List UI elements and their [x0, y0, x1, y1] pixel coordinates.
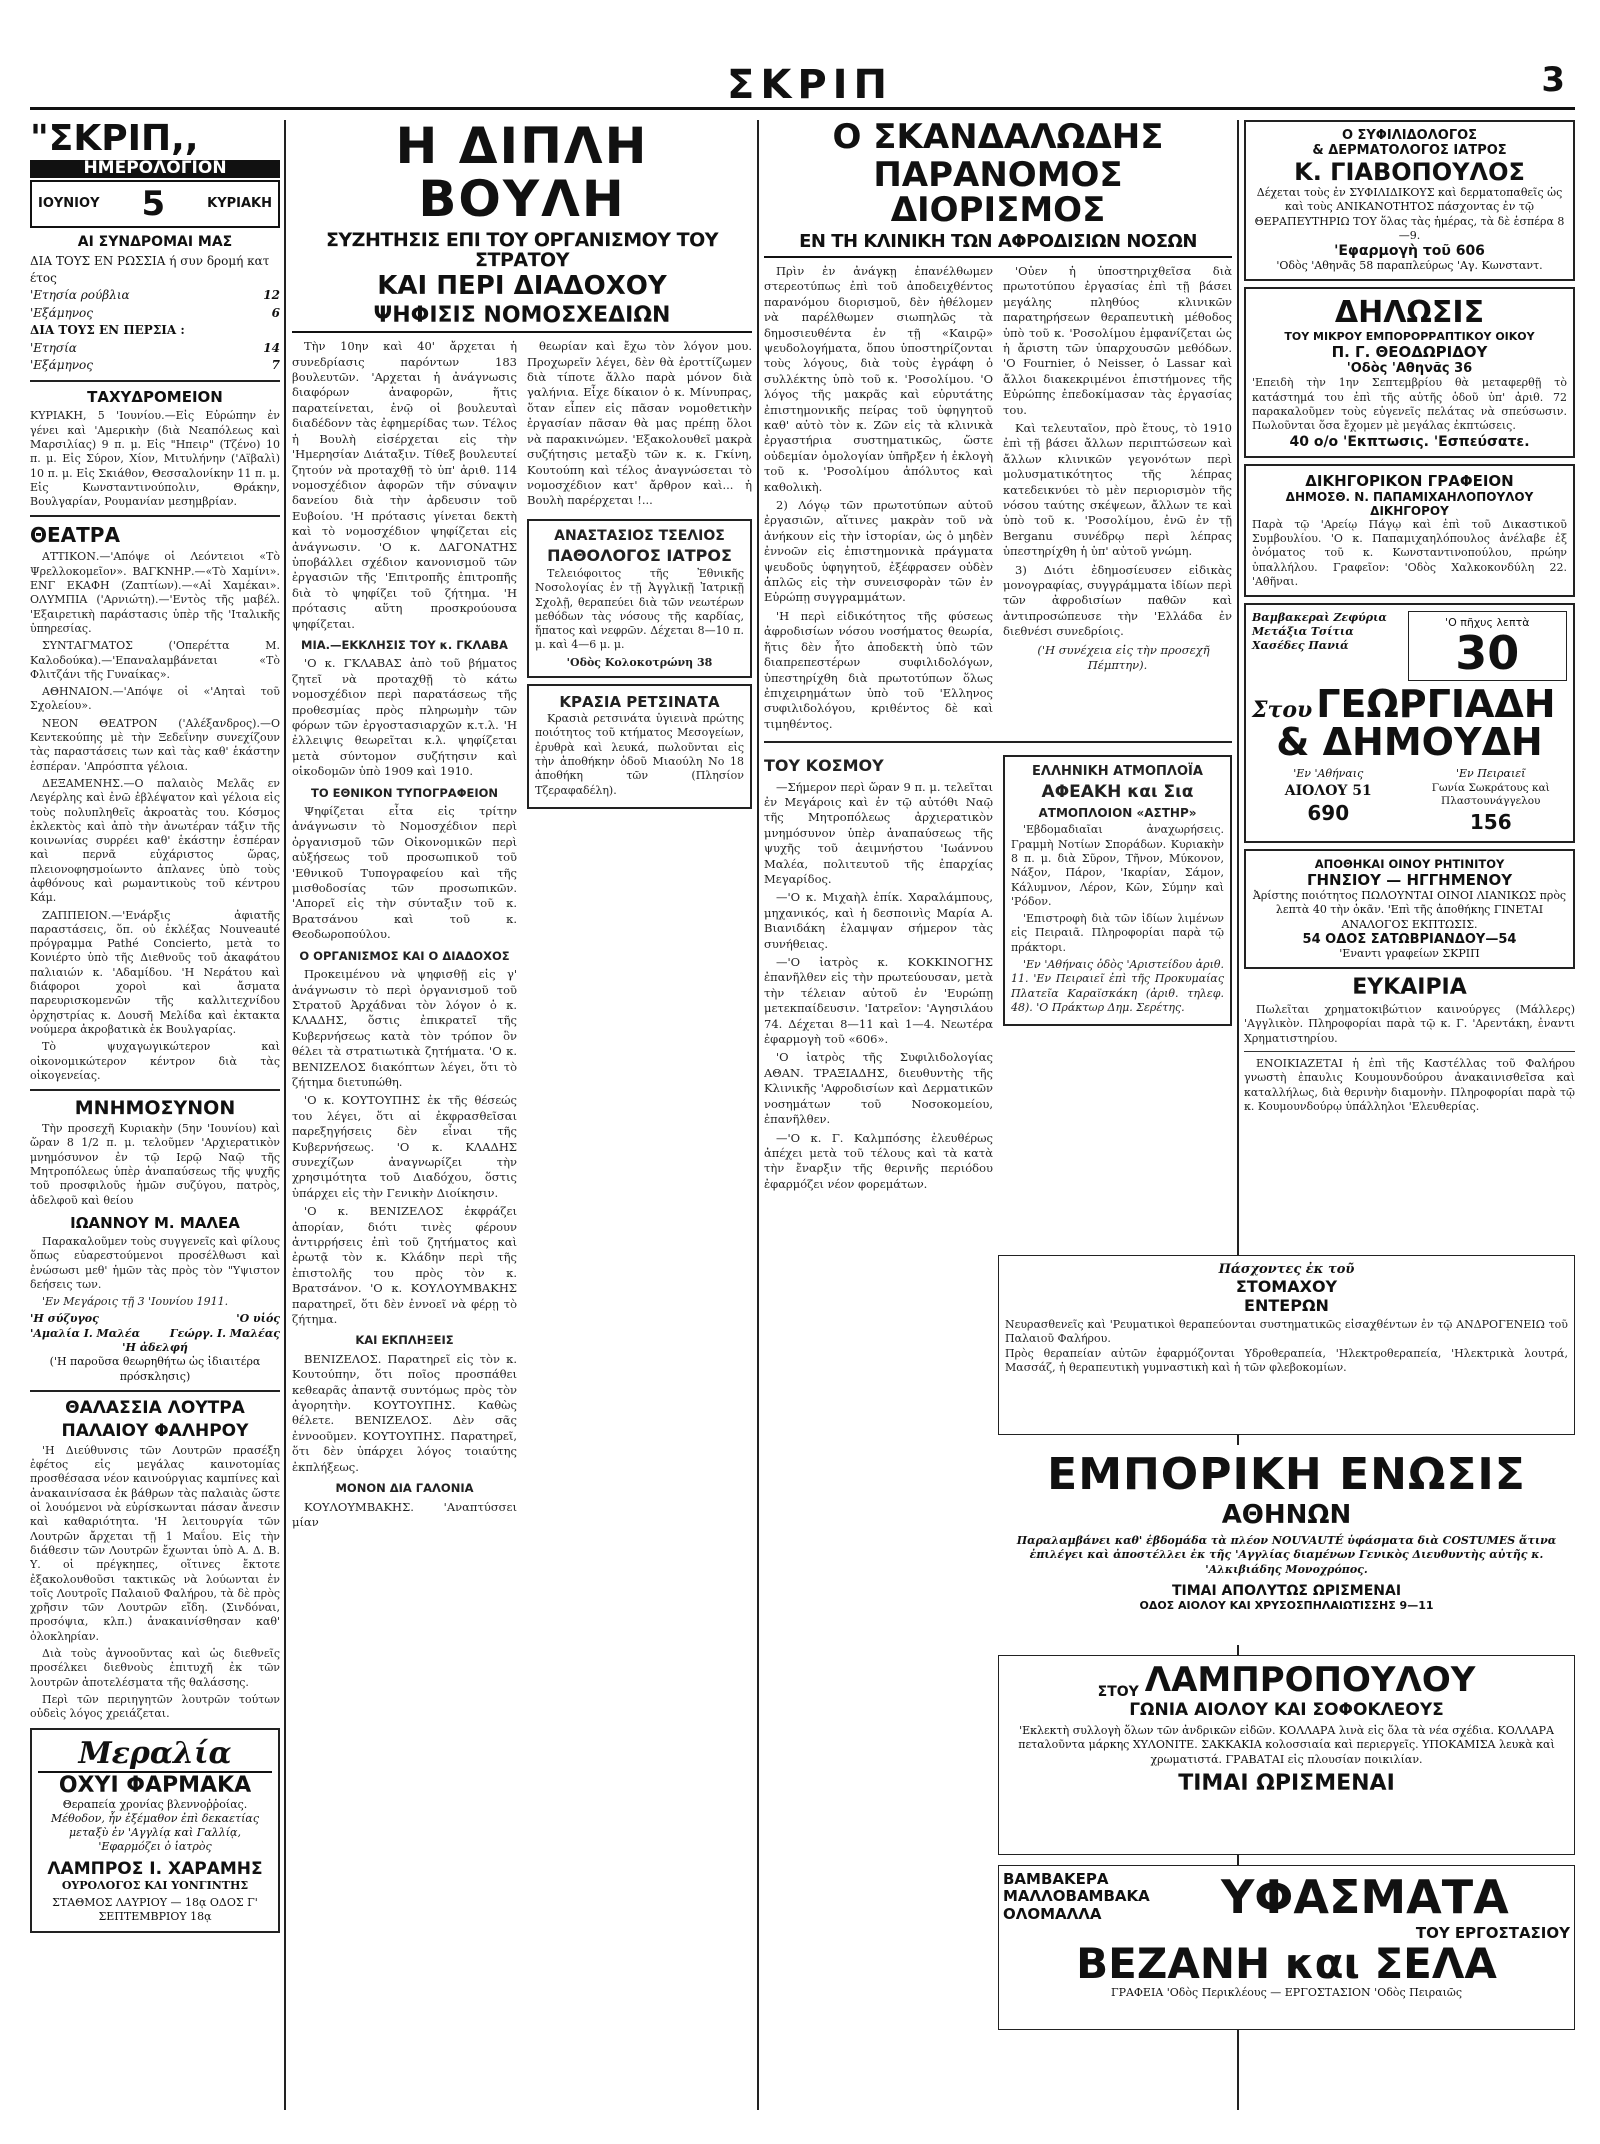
table-row: ΔΙΑ ΤΟΥΣ ΕΝ ΡΩΣΣΙΑ ή συν δρομή κατ έτος [30, 253, 270, 286]
article-text: 'Οὐεν ἡ ὑποστηριχθεῖσα διὰ πρωτοτύπου ἐργασίας ἐπὶ τῇ βάσει μεγάλης πληθύος κλινικῶν παρατηρήσεων θεραπευτικὴ μέθοδος ὑπὸ τοῦ κ. 'Ροσολίμου ἐμφανίζεται ὡς ἡ ἄριστη τῶν ὑπαρχουσῶν μεθόδων. 'Ο Fournier, ὁ Neisser, ὁ Lassar καὶ ἄλλοι διακεκριμένοι ἐπιστήμονες τῆς Εὐρώπης ἐπεδοκίμασαν τὰς ἐργασίας του. [1003, 263, 1232, 417]
column-1: "ΣΚΡΙΠ,, ΗΜΕΡΟΛΟΓΙΟΝ ΙΟΥΝΙΟΥ 5 ΚΥΡΙΑΚΗ ΑΙ ΣΥΝΔΡΟΜΑΙ ΜΑΣ ΔΙΑ ΤΟΥΣ ΕΝ ΡΩΣΣΙΑ ή συν δρομή κατ έτος 'Ετησία ρούβλια 12 'Εξάμηνος 6 ΔΙΑ ΤΟΥΣ ΕΝ ΠΕΡΣΙΑ : 'Ετησία 14 'Εξάμηνος 7 ΤΑΧΥΔΡΟΜΕΙΟΝ ΚΥΡΙΑΚΗ, 5 'Ιουνίου.—Εἰς Εὐρώπην ἐν γένει καὶ 'Αμερικὴν (διὰ Νεαπόλεως καὶ Μαρσιλίας) 9 π. μ. Εἰς "Ηπειρ" (Τζένο) 10 π. μ. Εἰς Σύρον, Χίον, Μιτυλήνην ('Αϊβαλὶ) 10 π. μ. Εἰς Σκιάθον, Θεσσαλονίκην 11 π. μ. Εἰς Κωνσταντινούπολιν, Θράκην, Βουλγαρίαν, Ρουμανίαν μεσημβρίαν. ΘΕΑΤΡΑ ΑΤΤΙΚΟΝ.—'Απόψε οἱ Λεόντειοι «Τὸ Ψρελλοκομεῖον». ΒΑΓΚΝΗΡ.—«Τὸ Χαμίνι». ΕΝΓ ΕΚΑΦΗ (Ζαπτίων).—«Αἱ Χαμέκαι». ΟΛΥΜΠΙΑ ('Αρνιώτη).—'Εντὸς τῆς μαβέλ. 'Εξαιρετικὴ παράστασις ὑπὲρ τῆς 'Ιταλικῆς ὑπηρεσίας. ΣΥΝΤΑΓΜΑΤΟΣ ('Οπερέττα Μ. Καλοδούκα).—'Επαναλαμβάνεται «Τὸ Φλιτζάνι τῆς Γυναίκας». ΑΘΗΝΑΙΟΝ.—'Απόψε οἱ «'Αηταὶ τοῦ Σχολείου». ΝΕΟΝ ΘΕΑΤΡΟΝ ('Αλέξανδρος).—Ο Κεντεκούπης μὲ τὴν Ξεδεΐνην συνεχίζουν τὰς παραστάσεις των καὶ τὰς καθ' ἑκάστην ἑσπέραν. 'Απρόσπτα γέλοια. ΔΕΞΑΜΕΝΗΣ.—Ο παλαιὸς Μελᾶς εν Λεγέρλης καὶ ἐνῶ ἐβλέψατον καὶ γέλοια εἰς τοὺς πολυπληθεῖς ἀκροατὰς του. Κόσμος ἐκλεκτὸς καὶ ἀπὸ τὴν ἀνωτέραν τάξιν τῆς κοινωνίας συρρέει καθ' ἑκάστην ἑσπέραν καὶ περνᾶ εὐχάριστος ὥρας, πλειονοφησμοίωντο ἀπλανες ὑπὸ τοὺς ἀφθόνους καὶ ρωμαντικοὺς τοῦ κέντρου Κάμ. ΖΑΠΠΕΙΟΝ.—'Ενάρξις ἀφιατῆς παραστάσεις, ὅπ. οὐ ἐκλέξας Nouveauté πρόγραμμα Pathé Concierto, μετὰ το Κονιέρτο ὑπὸ τῆς Διεθνοῦς τοῦ ἀκαφάτου παλιαιών κ. 'Αδαμίδου. 'Η Νεράτου καὶ διάφοροι χοροὶ καὶ ἄσματα παρευρισκομενῶν τῆς καλλιτεχνίδου ὀρχηστρίας κ. Δουσῆ Μελίδα καὶ ἐκτακτα νούμερα ἀκροβατικὰ ἐκ Βουλγαρίας. Τὸ ψυχαγωγικώτερον καὶ οἰκονομικώτερον κέντρον διὰ τὰς οἰκογενείας. ΜΝΗΜΟΣΥΝΟΝ Τὴν προσεχῆ Κυριακὴν (5ην 'Ιουνίου) καὶ ὥραν 8 1/2 π. μ. τελοῦμεν 'Αρχιερατικὸν μνημόσυνον ἐν τῷ Ιερῷ Ναῷ τῆς Μητροπόλεως ὑπὲρ ἀναπαύσεως τῆς ψυχῆς τοῦ προσφιλοῦς ἡμῶν συζύγου, πατρὸς, ἀδελφοῦ καὶ θείου ΙΩΑΝΝΟΥ Μ. ΜΑΛΕΑ Παρακαλοῦμεν τοὺς συγγενεῖς καὶ φίλους ὅπως εὐαρεστούμενοι προσέλθωσι καὶ ἐνώσωσι μεθ' ἡμῶν τὰς πρὸς τὸν "Υψιστον δεήσεις των. 'Εν Μεγάροις τῇ 3 'Ιουνίου 1911. 'Η σύζυγος 'Αμαλία Ι. Μαλέα 'Ο υἱός Γεώργ. Ι. Μαλέας 'Η ἀδελφή ('Η παροῦσα θεωρηθήτω ὡς ἰδιαιτέρα πρόσκλησις) ΘΑΛΑΣΣΙΑ ΛΟΥΤΡΑ ΠΑΛΑΙΟΥ ΦΑΛΗΡΟΥ 'Η Διεύθυνσις τῶν Λουτρῶν πρασέξη ἐφέτος εἰς μεγάλας καινοτομίας προσθέσασα νέον καινούργιας καμπίνες καὶ ἀνακαινίσασα ἐκ βάθρων τὰς παλαιὰς ὥστε οἱ λουόμενοι νὰ εὑρίσκωνται πάσαν ἄνεσιν καὶ καθαριότητα. 'Η λειτουργία τῶν Λουτρῶν ἄρχεται τῇ 1 Μαΐου. Εἰς τὴν διάθεσιν τῶν Λουτρῶν ἔχωνται ὑπὸ Α. Δ. Β. Υ. οἱ πρέγκηπες, οἵτινες ἔκτοτε ἐξακολουθοῦσι τακτικῶς νὰ λούωνται ἐν τοῖς Λουτροῖς Παλαιοῦ Φαλήρου, τὰ δὲ πρὸς χρῆσιν τῶν Λουτρῶν εἴδη. (Σινδόναι, προσόψια, κλπ.) ἀνακαινίσθησαν καθ' ὁλοκληρίαν. Διὰ τοὺς ἀγνοοῦντας καὶ ὡς διεθνεῖς προσέλκει διεθνοὺς ἐπιτυχῆ ἐκ τῶν λουτρῶν ἀποτελέσματα τῆς θαλάσσης. Περὶ τῶν περιηγητῶν λουτρῶν τούτων οὐδεὶς λόγος χρειάζεται. Μεραλία ΟΧΥΙ ΦΑΡΜΑΚΑ Θεραπεία χρονίας βλεννοῤῥοίας. Μέθοδον, ἧν ἐξέμαθον ἐπὶ δεκαετίας μεταξὺ ἐν 'Αγγλίᾳ καὶ Γαλλίᾳ, 'Εφαρμόζει ὁ ἰατρὸς ΛΑΜΠΡΟΣ Ι. ΧΑΡΑΜΗΣ ΟΥΡΟΛΟΓΟΣ ΚΑΙ ΥΟΝΓΙΝΤΗΣ ΣΤΑΘΜΟΣ ΛΑΥΡΙΟΥ — 18ᾳ ΟΔΟΣ Γ' ΣΕΠΤΕΜΒΡΙΟΥ 18ᾳ [30, 120, 280, 2110]
theatre-listing: ΝΕΟΝ ΘΕΑΤΡΟΝ ('Αλέξανδρος).—Ο Κεντεκούπης μὲ τὴν Ξεδεΐνην συνεχίζουν τὰς παραστάσεις των καὶ τὰς καθ' ἑκάστην ἑσπέραν. 'Απρόσπτα γέλοια. [30, 716, 280, 773]
baths-subtitle: ΠΑΛΑΙΟΥ ΦΑΛΗΡΟΥ [61, 1420, 249, 1441]
theatre-listing: ΑΘΗΝΑΙΟΝ.—'Απόψε οἱ «'Αηταὶ τοῦ Σχολείου». [30, 685, 280, 713]
section-title: ΜΙΑ.—ΕΚΚΛΗΣΙΣ ΤΟΥ κ. ΓΚΛΑΒΑ [301, 637, 508, 652]
article-text: ΒΕΝΙΖΕΛΟΣ. Παρατηρεῖ εἰς τὸν κ. Κουτούπην, ὅτι ποῖος προσπάθει κεθεαρᾶς ἀπαντᾷ συντόμως πρὸς τὸν ἀγορητὴν. ΚΟΥΤΟΥΠΗΣ. Καθὼς θέλετε. ΒΕΝΙΖΕΛΟΣ. Δὲν σᾶς ἐννοοῦμεν. ΚΟΥΤΟΥΠΗΣ. Παρατηρεῖ, ὅτι δὲν ὑπάρχει λόγος τοιαύτης ἐκπλήξεως. [292, 1351, 517, 1474]
ad-georgiadis: Βαμβακεραὶ Ζεφύρια Μετάξια Τσίτια Χασέδες Πανιά 'Ο πῆχυς λεπτὰ 30 Στου ΓΕΩΡΓΙΑΔΗ & ΔΗΜΟΥΔΗ 'Εν 'Αθήναις ΑΙΟΛΟΥ 51 690 'Εν Πειραιεῖ Γωνία Σωκράτους καὶ Πλαστουνάγγελου 156 [1244, 603, 1575, 843]
month: ΙΟΥΝΙΟΥ [38, 196, 100, 212]
column-rule [757, 120, 759, 2110]
price: 30 [1455, 626, 1520, 681]
headline: Η ΔΙΠΛΗ ΒΟΥΛΗ [395, 120, 649, 228]
ad-wine: ΚΡΑΣΙΑ ΡΕΤΣΙΝΑΤΑ Κρασιὰ ρετσινάτα ὑγιεινὰ πρώτης ποιότητος τοῦ κτήματος Μεσογείων, ἐρυθρὰ καὶ λευκά, πωλοῦνται εἰς τὴν ἀποθήκην ὁδοῦ Μιαούλη Νο 18 ἀποθήκη τῶν (Πλησίον Τζεραφαδέλη). [527, 684, 752, 809]
theatre-listing: ΑΤΤΙΚΟΝ.—'Απόψε οἱ Λεόντειοι «Τὸ Ψρελλοκομεῖον». ΒΑΓΚΝΗΡ.—«Τὸ Χαμίνι». ΕΝΓ ΕΚΑΦΗ (Ζαπτίων).—«Αἱ Χαμέκαι». ΟΛΥΜΠΙΑ ('Αρνιώτη).—'Εντὸς τῆς μαβέλ. 'Εξαιρετικὴ παράστασις ὑπὲρ τῆς 'Ιταλικῆς ὑπηρεσίας. [30, 550, 280, 635]
society-item: —'Ο κ. Μιχαὴλ ἐπίκ. Χαραλάμπους, μηχανικός, καὶ ἡ δεσποινὶς Μαρία Α. Βιανιδάκη ἐλαμψαν σήμερον τὰς συνήθειας. [764, 890, 993, 951]
day-number: 5 [141, 183, 166, 224]
column-rule [284, 120, 286, 2110]
theatre-listing: ΖΑΠΠΕΙΟΝ.—'Ενάρξις ἀφιατῆς παραστάσεις, ὅπ. οὐ ἐκλέξας Nouveauté πρόγραμμα Pathé Concierto, μετὰ το Κονιέρτο ὑπὸ τῆς Διεθνοῦς τοῦ ἀκαφάτου παλιαιών κ. 'Αδαμίδου. 'Η Νεράτου καὶ διάφοροι χοροὶ καὶ ἄσματα παρευρισκομενῶν τῆς καλλιτεχνίδου ὀρχηστρίας κ. Δουσῆ Μελίδα καὶ ἐκτακτα νούμερα ἀκροβατικὰ ἐκ Βουλγαρίας. [30, 908, 280, 1036]
column-2 [292, 120, 752, 2110]
society-item: —'Ο κ. Γ. Καλμπόσης ἐλευθέρως ἀπέχει μετὰ τοῦ τέλους καὶ τὰ κατὰ τὴν ἔναρξιν τῆς θερινῆς περιόδου ἐφαρμόζει νέον φορεμάτων. [764, 1130, 993, 1191]
subheadline: ΣΥΖΗΤΗΣΙΣ ΕΠΙ ΤΟΥ ΟΡΓΑΝΙΣΜΟΥ ΤΟΥ ΣΤΡΑΤΟΥ [325, 229, 719, 271]
section-title: Ο ΟΡΓΑΝΙΣΜΟΣ ΚΑΙ Ο ΔΙΑΔΟΧΟΣ [299, 948, 510, 963]
baths-text-3: Περὶ τῶν περιηγητῶν λουτρῶν τούτων οὐδεὶς λόγος χρειάζεται. [30, 1692, 280, 1721]
society-title: ΤΟΥ ΚΟΣΜΟΥ [764, 756, 884, 776]
article-text: 'Ο κ. ΒΕΝΙΖΕΛΟΣ ἐκφράζει ἀπορίαν, διότι τινὲς φέρουν ἀντιρρήσεις ἐπὶ τοῦ ζητήματος καὶ ἐρωτᾷ τὸν κ. Κλάδην περὶ τῆς ἐπιστολῆς του πρὸς τὸν κ. Βρατσάνον. 'Ο κ. ΚΟΥΛΟΥΜΒΑΚΗΣ παρατηρεῖ, ὅτι δὲν ἐννοεῖ νὰ φέρῃ τὸ ζήτημα. [292, 1204, 517, 1327]
table-row: ΔΙΑ ΤΟΥΣ ΕΝ ΠΕΡΣΙΑ : [30, 323, 185, 338]
theatre-listing: Τὸ ψυχαγωγικώτερον καὶ οἰκονομικώτερον κέντρον διὰ τὰς οἰκογενείας. [30, 1040, 280, 1082]
weekday: ΚΥΡΙΑΚΗ [207, 196, 272, 212]
subheadline-2: ΚΑΙ ΠΕΡΙ ΔΙΑΔΟΧΟΥ [377, 270, 667, 301]
newspaper-name: ΣΚΡΙΠ [727, 62, 893, 108]
memorial-signatures: 'Η σύζυγος 'Αμαλία Ι. Μαλέα 'Ο υἱός Γεώργ. Ι. Μαλέας [30, 1312, 280, 1340]
ad-doctor: ΑΝΑΣΤΑΣΙΟΣ ΤΣΕΛΙΟΣ ΠΑΘΟΛΟΓΟΣ ΙΑΤΡΟΣ Τελειόφοιτος τῆς Ἐθνικῆς Νοσολογίας ἐν τῇ Ἀγγλικῇ Ἰατρικῇ Σχολῇ, θεραπεύει διὰ τῶν νεωτέρων μεθόδων τὰς νόσους τῆς καρδίας, ἥπατος καὶ νεφρῶν. Δέχεται 8—10 π. μ. καὶ 4—6 μ. μ. 'Οδὸς Κολοκοτρώνη 38 [527, 519, 752, 678]
society-item: —'Ο ἰατρὸς κ. ΚΟΚΚΙΝΟΓΗΣ ἐπανῆλθεν εἰς τὴν πρωτεύουσαν, μετὰ τὴν τέλειαν αὐτοῦ ἐν 'Ευρώπῃ μετεκπαίδευσιν. 'Ιατρεῖον: 'Αγησιλάου 74. Δέχεται 8—11 καὶ 1—4. Νεωτέρα ἐφαρμογὴ τοῦ «606». [764, 955, 993, 1047]
ad-meralia-name: ΛΑΜΠΡΟΣ Ι. ΧΑΡΑΜΗΣ [47, 1858, 263, 1879]
post-title: ΤΑΧΥΔΡΟΜΕΙΟΝ [87, 388, 223, 407]
headline-2: ΠΑΡΑΝΟΜΟΣ ΔΙΟΡΙΣΜΟΣ [873, 154, 1123, 231]
subheadline-3: ΨΗΦΙΣΙΣ ΝΟΜΟΣΧΕΔΙΩΝ [292, 304, 752, 333]
ad-vezani-sela: ΒΑΜΒΑΚΕΡΑ ΜΑΛΛΟΒΑΜΒΑΚΑ ΟΛΟΜΑΛΛΑ ΥΦΑΣΜΑΤΑ ΤΟΥ ΕΡΓΟΣΤΑΣΙΟΥ ΒΕΖΑΝΗ και ΣΕΛΑ ΓΡΑΦΕΙΑ 'Οδὸς Περικλέους — ΕΡΓΟΣΤΑΣΙΟΝ 'Οδὸς Πειραιῶς [998, 1865, 1575, 2030]
theatre-listing: ΔΕΞΑΜΕΝΗΣ.—Ο παλαιὸς Μελᾶς εν Λεγέρλης καὶ ἐνῶ ἐβλέψατον καὶ γέλοια εἰς τοὺς πολυπληθεῖς ἀκροατὰς του. Κόσμος ἐκλεκτὸς καὶ ἀπὸ τὴν ἀνωτέραν τάξιν τῆς κοινωνίας συρρέει καθ' ἑκάστην ἑσπέραν καὶ περνᾶ εὐχάριστος ὥρας, πλειονοφησμοίωντο ἀπλανες ὑπὸ τοὺς ἀφθόνους καὶ ρωμαντικοὺς τοῦ κέντρου Κάμ. [30, 776, 280, 905]
ad-emporiki-enosis: ΕΜΠΟΡΙΚΗ ΕΝΩΣΙΣ ΑΘΗΝΩΝ Παραλαμβάνει καθ' ἑβδομάδα τὰ πλέον NOUVAUTÉ ὑφάσματα διὰ COSTUMES ἅτινα ἐπιλέγει καὶ ἀποστέλλει ἐκ τῆς 'Αγγλίας διαμένων Γενικὸς Διευθυντὴς αὐτῆς κ. 'Αλκιβιάδης Μονοχρόπος. ΤΙΜΑΙ ΑΠΟΛΥΤΩΣ ΩΡΙΣΜΕΝΑΙ ΟΔΟΣ ΑΙΟΛΟΥ ΚΑΙ ΧΡΥΣΟΣΠΗΛΑΙΩΤΙΣΣΗΣ 9—11 [998, 1445, 1575, 1645]
memorial-text: Τὴν προσεχῆ Κυριακὴν (5ην 'Ιουνίου) καὶ ὥραν 8 1/2 π. μ. τελοῦμεν 'Αρχιερατικὸν μνημόσυνον ἐν τῷ Ιερῷ Ναῷ τῆς Μητροπόλεως ὑπὲρ ἀναπαύσεως τῆς ψυχῆς τοῦ προσφιλοῦς ἡμῶν συζύγου, πατρὸς, ἀδελφοῦ καὶ θείου [30, 1122, 280, 1207]
theatre-listing: ΣΥΝΤΑΓΜΑΤΟΣ ('Οπερέττα Μ. Καλοδούκα).—'Επαναλαμβάνεται «Τὸ Φλιτζάνι τῆς Γυναίκας». [30, 639, 280, 681]
society-item: 'Ο ἰατρὸς τῆς Συφιλιδολογίας ΑΘΑΝ. ΤΡΑΞΙΑΔΗΣ, διευθυντὴς τῆς Κλινικῆς 'Αφροδισίων καὶ Δερματικῶν νοσημάτων τοῦ Νοσοκομείου, ἐπανῆλθεν. [764, 1050, 993, 1127]
continuation-note: ('Η συνέχεια εἰς τὴν προσεχῆ Πέμπτην). [1037, 642, 1210, 673]
ad-meralia-title: Μεραλία [38, 1736, 272, 1773]
section-title: ΤΟ ΕΘΝΙΚΟΝ ΤΥΠΟΓΡΑΦΕΙΟΝ [310, 785, 498, 800]
ad-stomach: Πάσχοντες ἐκ τοῦ ΣΤΟΜΑΧΟΥ ΕΝΤΕΡΩΝ Νευρασθενεῖς καὶ 'Ρευματικοὶ θεραπεύονται συστηματικῶς εἰσαχθέντων ἐν τῷ ΑΝΔΡΟΓΕΝΕΙΩ τοῦ Παλαιοῦ Φαλήρου. Πρὸς θεραπείαν αὐτῶν ἐφαρμόζονται Υδροθεραπεία, 'Ηλεκτροθεραπεία, 'Ηλεκτρικὰ λουτρά, Μασσάζ, ἡ θεραπευτικὴ γυμναστικὴ καὶ ἡ τῶν φλεβοκομίων. [998, 1255, 1575, 1435]
subheadline: ΕΝ ΤΗ ΚΛΙΝΙΚΗ ΤΩΝ ΑΦΡΟΔΙΣΙΩΝ ΝΟΣΩΝ [764, 233, 1232, 258]
ad-declaration: ΔΗΛΩΣΙΣ ΤΟΥ ΜΙΚΡΟΥ ΕΜΠΟΡΟΡΡΑΠΤΙΚΟΥ ΟΙΚΟΥ Π. Γ. ΘΕΟΔΩΡΙΔΟΥ 'Οδὸς 'Αθηνᾶς 36 'Επειδὴ τὴν 1ην Σεπτεμβρίου θὰ μεταφερθῇ τὸ κατάστημά του ἐπὶ τῆς αὐτῆς ὁδοῦ ὑπ' ἀριθ. 72 παρακαλοῦμεν τοὺς εὐγενεῖς πελάτας νὰ σπεύσωσιν. Πωλοῦνται ὅσα ἔχομεν μὲ μεγάλας ἐκπτώσεις. 40 ο/ο 'Εκπτωσις. 'Εσπεύσατε. [1244, 287, 1575, 457]
article-text: θεωρίαν καὶ ἔχω τὸν λόγον μου. Προχωρεῖν λέγει, δὲν θὰ ἐροττίζωμεν διὰ τίποτε ἄλλο παρὰ μόνον διὰ γαλήνια. Εἶχε δίκαιον ὁ κ. Μίνυπρας, ὅταν εἶπεν εἰς πᾶσαν νομοθετικὴν ἐργασίαν πᾶσαν θὰ μας πρέπῃ ὅλοι νὰ παρακινώμεν. 'Εξακολουθεῖ μακρὰ συζήτησις μεταξὺ τῶν κ. κ. Γκίνη, Κουτούπη καὶ τέλος ἀναγνώσεται τὸ νομοσχέδιον κατ' ἄρθρον καὶ... ἡ Βουλὴ παρέρχεται !... [527, 339, 752, 508]
society-item: —Σήμερον περὶ ὥραν 9 π. μ. τελεῖται ἐν Μεγάροις καὶ ἐν τῷ αὐτόθι Ναῷ τῆς Μητροπόλεως ἀρχιερατικὸν μνημόσυνον ὑπὲρ ἀναπαύσεως τῆς ψυχῆς τοῦ ἀειμνήστου 'Ιωάννου Μαλέα, πολιτευτοῦ τῆς ἐπαρχίας Μεγαρίδος. [764, 779, 993, 887]
table-row: 'Ετησία ρούβλια 12 [30, 288, 280, 303]
table-row: 'Εξάμηνος 6 [30, 305, 280, 320]
calendar-title: "ΣΚΡΙΠ,, [30, 120, 199, 159]
baths-title: ΘΑΛΑΣΣΙΑ ΛΟΥΤΡΑ [65, 1397, 245, 1418]
article-text: 3) Διότι ἐδημοσίευσεν εἰδικὰς μονογραφίας, συγγράμματα ἰδίων περὶ τῶν ἀφροδισίων παθῶν καὶ ἀντιπροσώπευσε τὴν 'Ελλάδα ἐν διεθνέσι συνεδρίοις. [1003, 562, 1232, 639]
memorial-date: 'Εν Μεγάροις τῇ 3 'Ιουνίου 1911. [42, 1295, 229, 1309]
ad-law-office: ΔΙΚΗΓΟΡΙΚΟΝ ΓΡΑΦΕΙΟΝ ΔΗΜΟΣΘ. Ν. ΠΑΠΑΜΙΧΑΗΛΟΠΟΥΛΟΥ ΔΙΚΗΓΟΡΟΥ Παρὰ τῷ 'Αρείῳ Πάγῳ καὶ ἐπὶ τοῦ Δικαστικοῦ Συμβουλίου. 'Ο κ. Παπαμιχαηλόπουλος ἀνέλαβε ἐξ ὀνόματος τοῦ κ. Κωνσταντινοπούλου, πρώην ὑπαλλήλου. Γραφεῖον: 'Οδὸς Χαλκοκονδύλη 22. 'Αθῆναι. [1244, 464, 1575, 597]
table-row: 'Ετησία 14 [30, 340, 280, 355]
article-text: Καὶ τελευταῖον, πρὸ ἔτους, τὸ 1910 ἐπὶ τῇ βάσει ἄλλων περιπτώσεων καὶ ἄλλων κλινικῶν γεγονότων περὶ μολυσματικότητος τῆς λέπρας κατεδεικνύει τὸ μὲν περιορισμὸν τῆς νόσου ταύτης σκέψεων, ἄλλων τε καὶ ὑπὸ τοῦ κ. 'Ροσολίμου, ἐνῶ ἐν τῇ Berganu συνέδρῳ περὶ λέπρας ὑπεστηρίχθη ἡ ὑπ' αὐτοῦ γνώμη. [1003, 421, 1232, 559]
ad-syphilologist: Ο ΣΥΦΙΛΙΔΟΛΟΓΟΣ & ΔΕΡΜΑΤΟΛΟΓΟΣ ΙΑΤΡΟΣ Κ. ΓΙΑΒΟΠΟΥΛΟΣ Δέχεται τοὺς ἐν ΣΥΦΙΛΙΔΙΚΟΥΣ καὶ δερματοπαθεῖς ὡς καὶ τοὺς ΑΝΙΚΑΝΟΤΗΤΟΣ πάσχοντας ἐν τῷ ΘΕΡΑΠΕΥΤΗΡΙΩ ΤΟΥ ὅλας τὰς ἡμέρας, τὰ δὲ ἑσπέρα 8—9. 'Εφαρμογὴ τοῦ 606 'Οδὸς 'Αθηνᾶς 58 παραπλεύρως 'Αγ. Κωνσταντ. [1244, 120, 1575, 281]
ad-meralia: Μεραλία ΟΧΥΙ ΦΑΡΜΑΚΑ Θεραπεία χρονίας βλεννοῤῥοίας. Μέθοδον, ἧν ἐξέμαθον ἐπὶ δεκαετίας μεταξὺ ἐν 'Αγγλίᾳ καὶ Γαλλίᾳ, 'Εφαρμόζει ὁ ἰατρὸς ΛΑΜΠΡΟΣ Ι. ΧΑΡΑΜΗΣ ΟΥΡΟΛΟΓΟΣ ΚΑΙ ΥΟΝΓΙΝΤΗΣ ΣΤΑΘΜΟΣ ΛΑΥΡΙΟΥ — 18ᾳ ΟΔΟΣ Γ' ΣΕΠΤΕΜΒΡΙΟΥ 18ᾳ [30, 1728, 280, 1933]
article-text: 'Ο κ. ΚΟΥΤΟΥΠΗΣ ἐκ τῆς θέσεώς του λέγει, ὅτι αἱ ἐκφρασθεῖσαι παρεξηγήσεις δὲν εἶναι τῆς Κυβερνήσεως. 'Ο κ. ΚΛΑΔΗΣ συνεχίζων ἀναγνωρίζει τὴν χρησιμότητα τοῦ Διαδόχου, ὅστις ὑπάρχει εἰς τὴν Γενικὴν Διοίκησιν. [292, 1093, 517, 1200]
article-text: 'Η περὶ εἰδικότητος τῆς φύσεως ἀφροδισίων νόσου νοσήματος θεωρία, ἥτις δὲν ἦτο ἀποδεκτὴ ὑπὸ τῶν διαπρεπεστέρων συφιλιδολόγων, ὑπεστηρίχθη διὰ πρωτοτύπων ὅλως ἐπιχειρημάτων ὑπὸ τοῦ 'Ελληνος συφιλιδολόγου, κριθέντος δὲ καὶ τιμηθέντος. [764, 608, 993, 731]
memorial-text-2: Παρακαλοῦμεν τοὺς συγγενεῖς καὶ φίλους ὅπως εὐαρεστούμενοι προσέλθωσι καὶ ἐνώσωσι μεθ' ἡμῶν τὰς πρὸς τὸν "Υψιστον δεήσεις των. [30, 1234, 280, 1291]
article-text: 'Ο κ. ΓΚΛΑΒΑΣ ἀπὸ τοῦ βήματος ζητεῖ νὰ προταχθῇ τὸ κάτω νομοσχέδιον περὶ παρατάσεως τῆς προθεσμίας πρὸς πληρωμὴν τῶν φόρων τῶν ἐργοστασιαρχῶν κ.τ.λ. 'Η ἐλλειψις θεωρεῖται κ.λ. ψηφίζεται μετὰ σύντομον συζήτησιν καὶ οἰκοδομῶν ὑπὸ 1909 καὶ 1910. [292, 656, 517, 779]
article-text: Τὴν 10ην καὶ 40' ἄρχεται ἡ συνεδρίασις παρόντων 183 βουλευτῶν. 'Αρχεται ἡ ἀνάγνωσις διαφόρων ἀναφορῶν, ἥτις παρατείνεται, ἐνῷ οἱ βουλευταὶ διαδέδονν τὰς ἐφημερίδας των. Τέλος ἡ Βουλὴ εἰσέρχεται εἰς τὴν 'Ημερησίαν Διάταξιν. Τίθεξ βουλευτεί ζητούν νὰ προταχθῇ τὸ ὑπ' ἀριθ. 114 νομοσχέδιον ἀφορῶν τῆν σύναψιν δανείου διὰ τὴν ἀρδευσιν τοῦ Ευβοίου. 'Η πρότασις γίνεται δεκτὴ καὶ τὸ νομοσχέδιον ψηφίζεται εἰς ἀνάγνωσιν. 'Ο κ. ΔΑΓΟΝΑΤΗΣ ὑποβάλλει σχέδιον κανονισμοῦ τῶν ἐργασιῶν τῆς 'Επιτροπῆς ἐπιτροπῆς διὰ τὸ ψηφίζει τοῦ ζήτημα. 'Η πρότασις αὕτη προσκρούουσα ψηφίζεται. [292, 339, 517, 631]
newspaper-page [30, 60, 1575, 2120]
baths-text: 'Η Διεύθυνσις τῶν Λουτρῶν πρασέξη ἐφέτος εἰς μεγάλας καινοτομίας προσθέσασα νέον καινούργιας καμπίνες καὶ ἀνακαινίσασα ἐκ βάθρων τὰς παλαιὰς ὥστε οἱ λουόμενοι νὰ εὑρίσκωνται πάσαν ἄνεσιν καὶ καθαριότητα. 'Η λειτουργία τῶν Λουτρῶν ἄρχεται τῇ 1 Μαΐου. Εἰς τὴν διάθεσιν τῶν Λουτρῶν ἔχωνται ὑπὸ Α. Δ. Β. Υ. οἱ πρέγκηπες, οἵτινες ἔκτοτε ἐξακολουθοῦσι τακτικῶς νὰ λούωνται ἐν τοῖς Λουτροῖς Παλαιοῦ Φαλήρου, τὰ δὲ πρὸς χρῆσιν τῶν Λουτρῶν εἴδη. (Σινδόναι, προσόψια, κλπ.) ἀνακαινίσθησαν καθ' ὁλοκληρίαν. [30, 1443, 280, 1643]
article-text: Προκειμένου νὰ ψηφισθῇ εἰς γ' ἀνάγνωσιν τὸ περὶ ὀργανισμοῦ τοῦ Στρατοῦ Ἀρχάδναι τὸν λόγον ὁ κ. ΚΛΑΔΗΣ, ὅστις ἐπικρατεῖ τῆς Κυβερνήσεως κατὰ τὸν τρόπον ὃν θέλει τὰ στρατιωτικὰ ζητήματα. 'Ο κ. ΒΕΝΙΖΕΛΟΣ διακόπτων λέγει, ὅτι τὸ ζήτημα διετυπώθη. [292, 967, 517, 1089]
classified-text: ΕΝΟΙΚΙΑΖΕΤΑΙ ἡ ἐπὶ τῆς Καστέλλας τοῦ Φαλήρου γνωστὴ ἐπαυλις Κουμουνδούρου ἀνακαινισθεῖσα καὶ καταλλήλως, διὰ θερινὴν διαμονὴν. Πληροφορίαι παρὰ τῷ κ. Κουμουνδούρῳ ὑπάλληλοι 'Ελευθερίας. [1244, 1057, 1575, 1113]
section-title: ΜΟΝΟΝ ΔΙΑ ΓΑΛΟΝΙΑ [335, 1481, 474, 1496]
article-text: Πρὶν ἐν ἀνάγκῃ ἐπανέλθωμεν στερεοτύπως ἐπὶ τοῦ ἀποδειχθέντος παρανόμου διορισμοῦ, δὲν ἠθέλομεν νὰ παρέλθωμεν σιωπηλῶς τὰ δημοσιευθέντα ἐν τῇ «Καιρῷ» ψευδολογήματα, ὅπου ὑποστηρίζονται τοὺς λόγους, διὰ τοὺς ἐγράφη ὁ συλλέκτης ὑπὸ τοῦ κ. 'Ροσολίμου. 'Ο λόγος τῆς μακρᾶς καὶ εὐρυτάτης ἐπιστημονικῆς πείρας τοῦ ὑφηγητοῦ καθ' αὐτὸ τὸν κ. Ζῶν εἰς τὰ κλινικὰ ἐργαστήρια συστηματικῶς, ὥστε οὐδεμίαν ὁμολογίαν ὑπῆρξεν ἡ ἐκλογὴ τοῦ κ. 'Ροσολίμου ἀπόλυτος καὶ καθολικὴ. [764, 263, 993, 494]
post-text: ΚΥΡΙΑΚΗ, 5 'Ιουνίου.—Εἰς Εὐρώπην ἐν γένει καὶ 'Αμερικὴν (διὰ Νεαπόλεως καὶ Μαρσιλίας) 9 π. μ. Εἰς "Ηπειρ" (Τζένο) 10 π. μ. Εἰς Σύρον, Χίον, Μιτυλήνην ('Αϊβαλὶ) 10 π. μ. Εἰς Σκιάθον, Θεσσαλονίκην 11 π. μ. Εἰς Κωνσταντινούπολιν, Θράκην, Βουλγαρίαν, Ρουμανίαν μεσημβρίαν. [30, 409, 280, 509]
article-text: Ψηφίζεται εἶτα εἰς τρίτην ἀνάγνωσιν τὸ Νομοσχέδιον περὶ ὀργανισμοῦ τῶν Οἰκονομικῶν περὶ αὐξήσεως τοῦ προσωπικοῦ τοῦ 'Εθνικοῦ Τυπογραφείου καὶ τῆς μισθοδοσίας τῶν προσωπικῶν. 'Απορεῖ εἰς τὴν σύνταξιν τοῦ κ. Βρατσάνου καὶ τοῦ κ. Θεοδωροπούλου. [292, 804, 517, 942]
ad-wine-depot: ΑΠΟΘΗΚΑΙ ΟΙΝΟΥ ΡΗΤΙΝΙΤΟΥ ΓΗΝΣΙΟΥ — ΗΓΓΗΜΕΝΟΥ Ἀρίστης ποιότητος ΠΩΛΟΥΝΤΑΙ ΟΙΝΟΙ ΛΙΑΝΙΚΩΣ πρὸς λεπτὰ 40 τὴν ὀκᾶν. 'Επὶ τῆς ἀποθήκης ΓΙΝΕΤΑΙ ΑΝΑΛΟΓΟΣ ΕΚΠΤΩΣΙΣ. 54 ΟΔΟΣ ΣΑΤΩΒΡΙΑΝΔΟΥ—54 'Εναντι γραφείων ΣΚΡΙΠ [1244, 849, 1575, 969]
article-text: 2) Λόγῳ τῶν πρωτοτύπων αὐτοῦ ἐργασιῶν, αἵτινες μακρὰν τοῦ νὰ ἀνήκουν εἰς τὴν ἱστορίαν, ὡς ὁ μηδὲν ἐννοῶν εἰς ἐπιστημονικὰ πράγματα ψευδοῦς ὑφηγητοῦ, ἐξέφρασεν οὐδὲν ἁπλῶς εἰς τὴν συνεισφορὰν τῶν ἐν Εὐρώπῃ συγγραμμάτων. [764, 498, 993, 605]
calendar-subtitle: ΗΜΕΡΟΛΟΓΙΟΝ [30, 160, 280, 178]
memorial-name: ΙΩΑΝΝΟΥ Μ. ΜΑΛΕΑ [70, 1213, 240, 1232]
eukairia-title: ΕΥΚΑΙΡΙΑ [1352, 975, 1467, 1001]
classified-text: Πωλεῖται χρηματοκιβώτιον καινούργες (Μάλλερς) 'Αγγλικὸν. Πληροφορίαι παρὰ τῷ κ. Γ. 'Αρεντάκη, ἐναντι Χρηματιστηρίου. [1244, 1003, 1575, 1045]
theatre-title: ΘΕΑΤΡΑ [30, 523, 120, 548]
ad-meralia-sub: ΟΧΥΙ ΦΑΡΜΑΚΑ [58, 1772, 252, 1798]
table-row: 'Εξάμηνος 7 [30, 357, 280, 372]
subscriptions-table [30, 253, 280, 375]
memorial-note: ('Η παροῦσα θεωρηθήτω ὡς ἰδιαιτέρα πρόσκλησις) [49, 1355, 261, 1383]
memorial-title: ΜΝΗΜΟΣΥΝΟΝ [74, 1097, 236, 1120]
article-text: ΚΟΥΛΟΥΜΒΑΚΗΣ. 'Αναπτύσσει μίαν [292, 1499, 517, 1529]
masthead [30, 60, 1575, 110]
ad-atmoploia: ΕΛΛΗΝΙΚΗ ΑΤΜΟΠΛΟΪΑ ΑΦΕΑΚΗ και Σια ΑΤΜΟΠΛΟΙΟΝ «ΑΣΤΗΡ» 'Εβδομαδιαῖαι ἀναχωρήσεις. Γραμμὴ Νοτίων Σποράδων. Κυριακὴν 8 π. μ. διὰ Σῦρον, Τῆνον, Μύκονον, Νάξον, Πάρον, 'Ικαρίαν, Σάμον, Κάλυμνον, Λέρον, Κῶν, Σύμην καὶ 'Ρόδον. 'Επιστροφὴ διὰ τῶν ἰδίων λιμένων εἰς Πειραιᾶ. Πληροφορίαι παρὰ τῷ πράκτορι. 'Εν 'Αθήναις ὁδὸς 'Αριστείδου ἀριθ. 11. 'Εν Πειραιεῖ ἐπὶ τῆς Προκυμαίας Πλατεῖα Καραϊσκάκη (ἀριθ. τηλεφ. 48). 'Ο Πράκτωρ Δημ. Σερέτης. [1003, 755, 1232, 1026]
headline: Ο ΣΚΑΝΔΑΛΩΔΗΣ [832, 120, 1164, 157]
subscriptions-title: ΑΙ ΣΥΝΔΡΟΜΑΙ ΜΑΣ [77, 233, 233, 250]
date-box [30, 180, 280, 228]
section-title: ΚΑΙ ΕΚΠΛΗΞΕΙΣ [355, 1333, 454, 1348]
ad-lampropoulou: ΣΤΟΥ ΛΑΜΠΡΟΠΟΥΛΟΥ ΓΩΝΙΑ ΑΙΟΛΟΥ ΚΑΙ ΣΟΦΟΚΛΕΟΥΣ 'Εκλεκτὴ συλλογὴ ὅλων τῶν ἀνδρικῶν εἰδῶν. ΚΟΛΛΑΡΑ λινὰ εἰς ὅλα τὰ νέα σχέδια. ΚΟΛΛΑΡΑ πεταλοῦντα μάρκης ΧΥΛΟΝΙΤΕ. ΣΑΚΚΑΚΙΑ κολοσσιαία καὶ περιεργεῖς. ΥΠΟΚΑΜΙΣΑ λευκὰ καὶ χρωματιστά. ΓΡΑΒΑΤΑΙ εἰς πλουσίαν ποικιλίαν. ΤΙΜΑΙ ΩΡΙΣΜΕΝΑΙ [998, 1655, 1575, 1855]
baths-text-2: Διὰ τοὺς ἀγνοοῦντας καὶ ὡς διεθνεῖς προσέλκει διεθνοὺς ἐπιτυχῆ ἐκ τῶν λουτρῶν ἀποτελέσματα τῆς θαλάσσης. [30, 1647, 280, 1689]
page-number: 3 [1541, 60, 1565, 100]
